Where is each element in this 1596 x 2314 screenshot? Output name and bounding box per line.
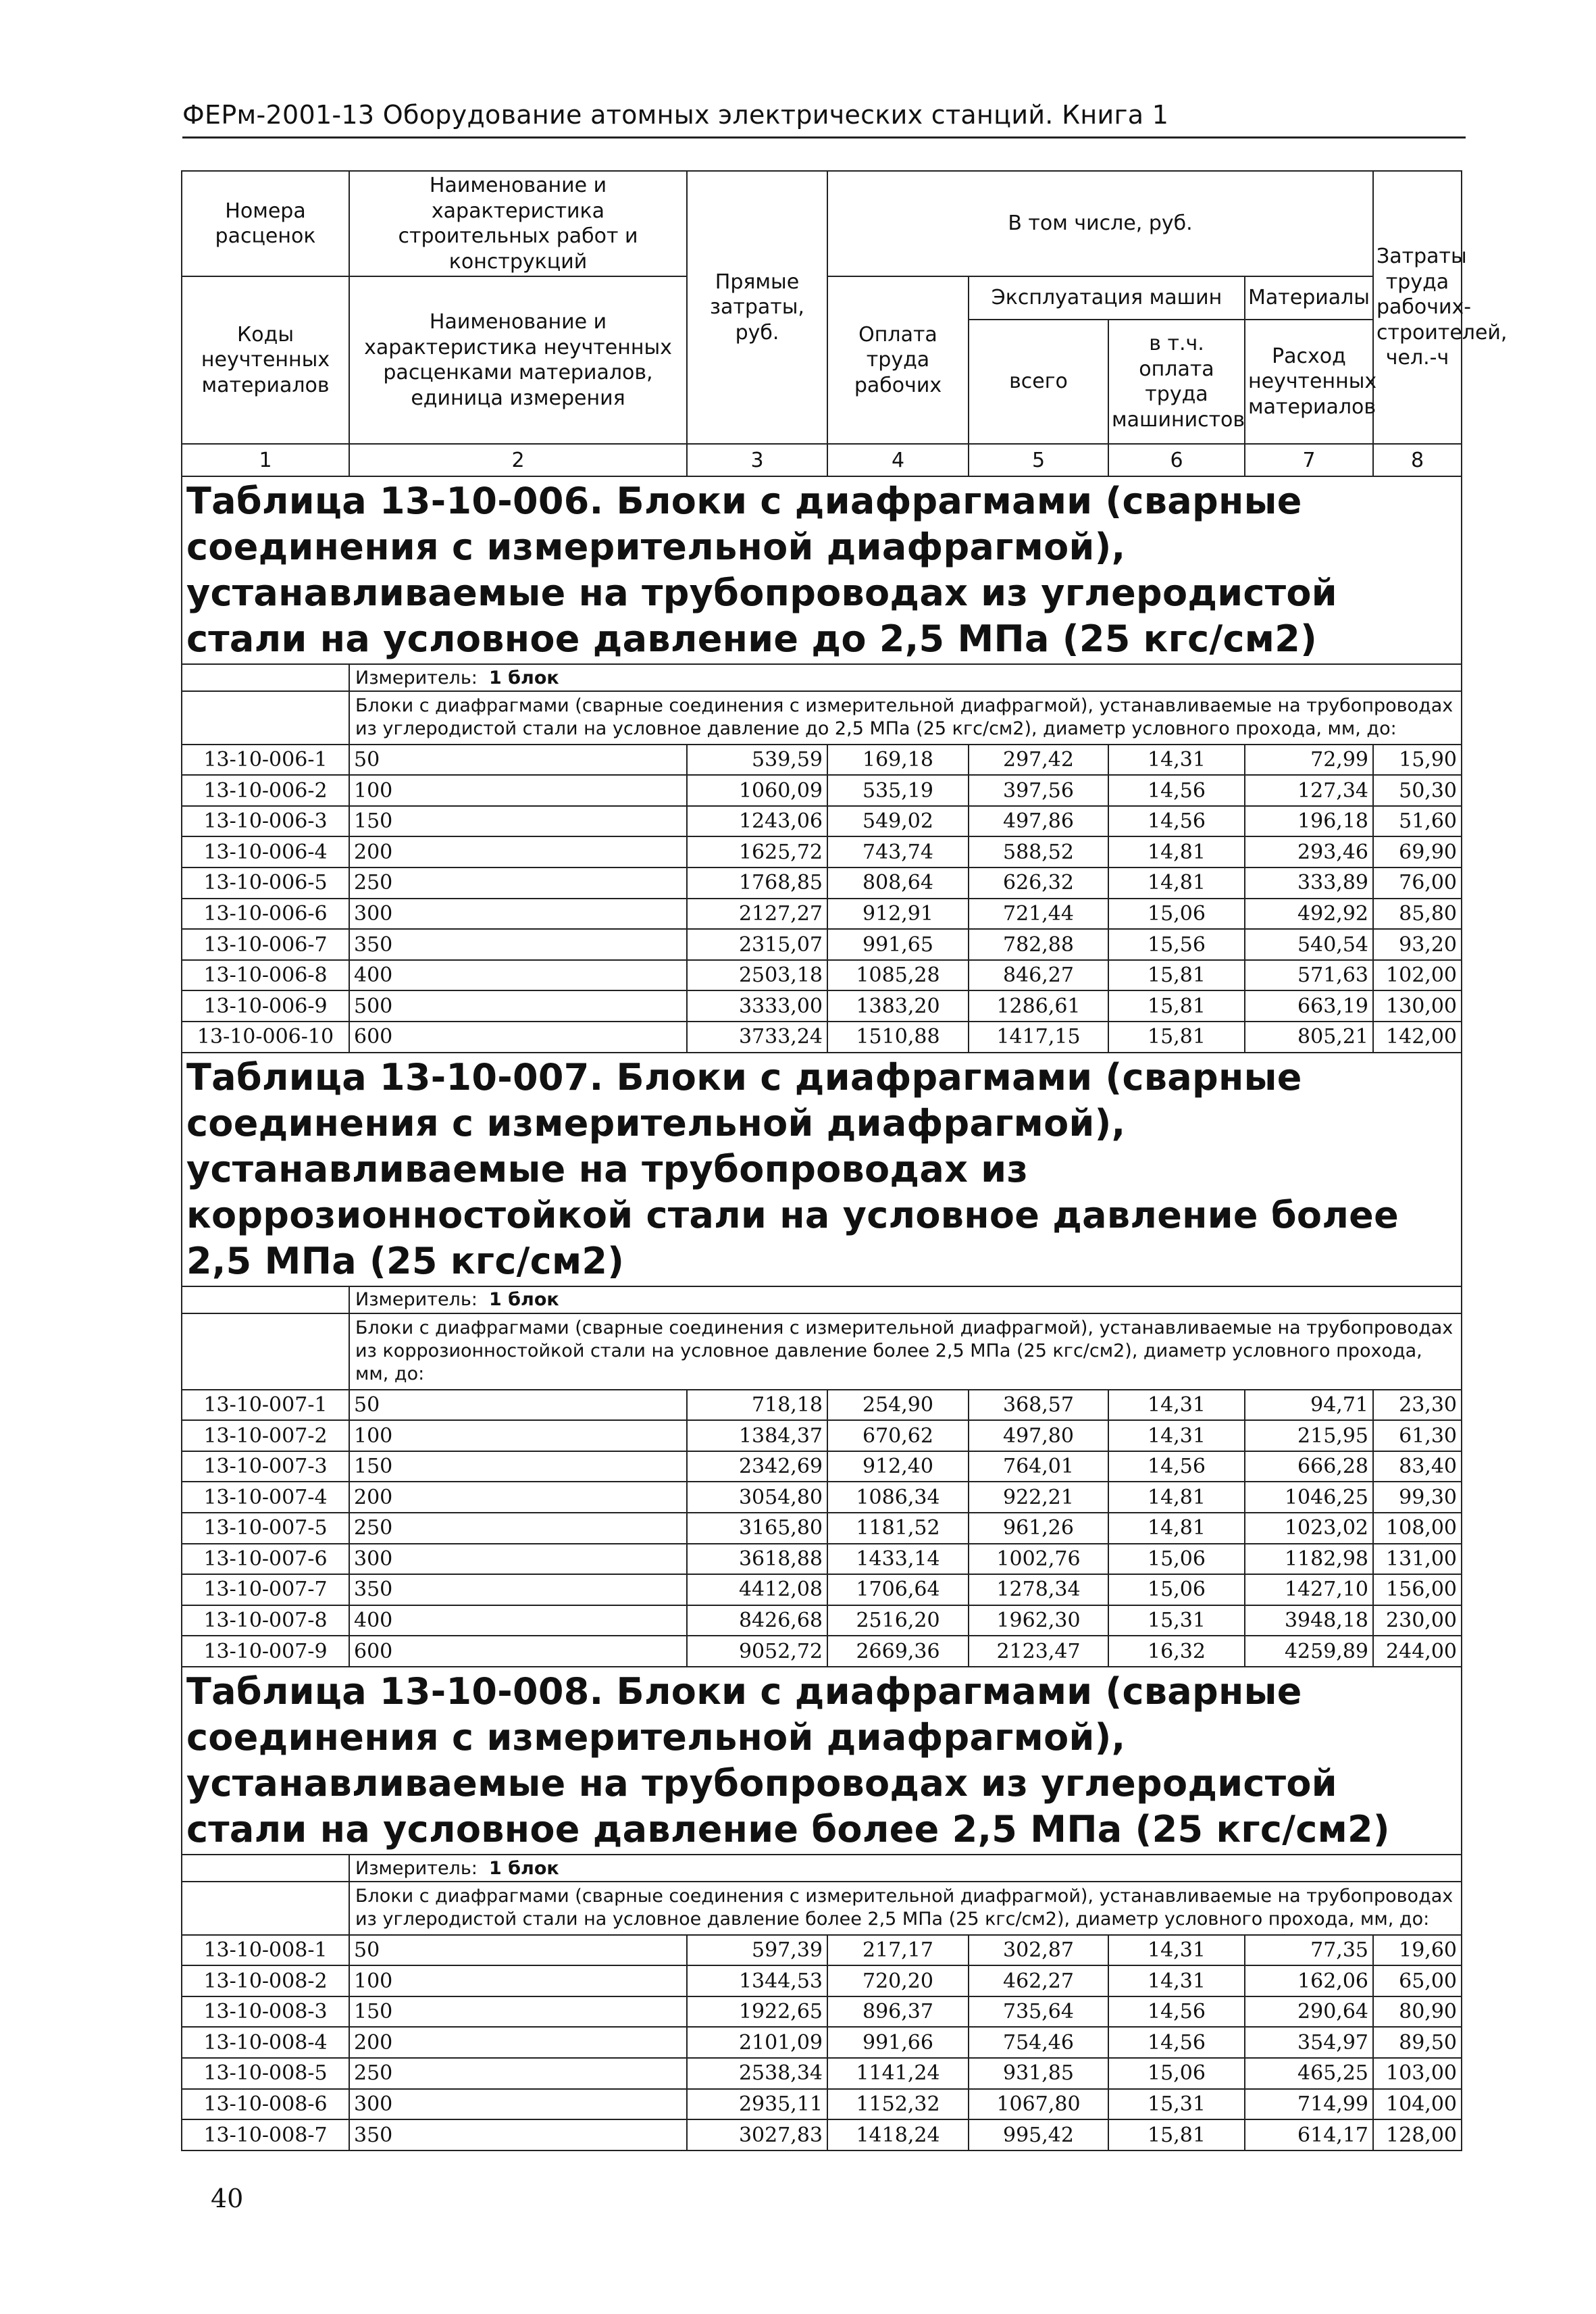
machine-costs: 995,42 (969, 2119, 1108, 2150)
table-title-row (182, 476, 1462, 664)
table-title-row (182, 1667, 1462, 1855)
materials-cost: 293,46 (1245, 836, 1373, 867)
materials-cost: 290,64 (1245, 1996, 1373, 2028)
labor-hours: 50,30 (1373, 775, 1462, 806)
column-number: 2 (349, 444, 687, 476)
direct-costs: 2127,27 (687, 899, 827, 930)
labor-pay: 720,20 (827, 1965, 969, 1996)
labor-hours: 61,30 (1373, 1420, 1462, 1451)
labor-pay: 1383,20 (827, 990, 969, 1022)
operator-pay: 14,31 (1108, 1935, 1245, 1966)
nominal-diameter: 600 (349, 1636, 687, 1667)
materials-cost: 805,21 (1245, 1022, 1373, 1053)
direct-costs: 1625,72 (687, 836, 827, 867)
table-row (182, 990, 1462, 1022)
direct-costs: 3333,00 (687, 990, 827, 1022)
labor-pay: 991,66 (827, 2027, 969, 2058)
labor-pay: 535,19 (827, 775, 969, 806)
direct-costs: 1922,65 (687, 1996, 827, 2028)
labor-hours: 65,00 (1373, 1965, 1462, 1996)
machine-costs: 2123,47 (969, 1636, 1108, 1667)
operator-pay: 15,81 (1108, 2119, 1245, 2150)
labor-hours: 130,00 (1373, 990, 1462, 1022)
machine-costs: 302,87 (969, 1935, 1108, 1966)
rate-code: 13-10-007-3 (182, 1451, 349, 1482)
operator-pay: 14,81 (1108, 836, 1245, 867)
rate-code: 13-10-006-5 (182, 867, 349, 899)
table-row (182, 899, 1462, 930)
header-machines-labor: в т.ч. оплата труда машинистов (1108, 320, 1245, 444)
nominal-diameter: 150 (349, 1451, 687, 1482)
machine-costs: 782,88 (969, 929, 1108, 960)
operator-pay: 14,56 (1108, 1996, 1245, 2028)
materials-cost: 1046,25 (1245, 1482, 1373, 1513)
direct-costs: 2342,69 (687, 1451, 827, 1482)
labor-hours: 19,60 (1373, 1935, 1462, 1966)
meter-value: 1 блок (489, 667, 559, 688)
page-number: 40 (211, 2184, 244, 2213)
header-machines-total: всего (969, 320, 1108, 444)
direct-costs: 2315,07 (687, 929, 827, 960)
labor-hours: 85,80 (1373, 899, 1462, 930)
header-labor-cost: Затраты труда рабочих-строителей, чел.-ч (1373, 171, 1462, 444)
nominal-diameter: 350 (349, 2119, 687, 2150)
norms-table (181, 170, 1508, 2151)
meter-spacer (182, 1855, 349, 1882)
machine-costs: 297,42 (969, 745, 1108, 776)
materials-cost: 663,19 (1245, 990, 1373, 1022)
labor-pay: 670,62 (827, 1420, 969, 1451)
operator-pay: 15,06 (1108, 1544, 1245, 1575)
labor-hours: 108,00 (1373, 1513, 1462, 1544)
materials-cost: 3948,18 (1245, 1605, 1373, 1636)
materials-cost: 614,17 (1245, 2119, 1373, 2150)
direct-costs: 1243,06 (687, 806, 827, 837)
operator-pay: 15,06 (1108, 899, 1245, 930)
column-number: 1 (182, 444, 349, 476)
operator-pay: 15,31 (1108, 2089, 1245, 2120)
materials-cost: 492,92 (1245, 899, 1373, 930)
operator-pay: 14,56 (1108, 1451, 1245, 1482)
table-row (182, 1574, 1462, 1605)
operator-pay: 15,81 (1108, 1022, 1245, 1053)
materials-cost: 540,54 (1245, 929, 1373, 960)
direct-costs: 4412,08 (687, 1574, 827, 1605)
rate-code: 13-10-007-7 (182, 1574, 349, 1605)
operator-pay: 16,32 (1108, 1636, 1245, 1667)
operator-pay: 15,06 (1108, 2058, 1245, 2089)
description-spacer (182, 691, 349, 745)
table-description: Блоки с диафрагмами (сварные соединения с измерительной диафрагмой), устанавливаемые на трубопроводах из углеродистой стали на условное давление до 2,5 МПа (25 кгс/см2), диаметр условного прохода, мм, до: (349, 691, 1462, 745)
nominal-diameter: 200 (349, 836, 687, 867)
operator-pay: 14,81 (1108, 1482, 1245, 1513)
nominal-diameter: 100 (349, 775, 687, 806)
description-row (182, 1882, 1462, 1935)
nominal-diameter: 400 (349, 1605, 687, 1636)
meter-spacer (182, 1286, 349, 1313)
machine-costs: 497,86 (969, 806, 1108, 837)
machine-costs: 961,26 (969, 1513, 1108, 1544)
rate-code: 13-10-008-7 (182, 2119, 349, 2150)
machine-costs: 588,52 (969, 836, 1108, 867)
column-number: 5 (969, 444, 1108, 476)
direct-costs: 539,59 (687, 745, 827, 776)
meter-spacer (182, 664, 349, 691)
meter-label: Измеритель: (355, 1857, 478, 1879)
materials-cost: 215,95 (1245, 1420, 1373, 1451)
operator-pay: 15,31 (1108, 1605, 1245, 1636)
table-row (182, 929, 1462, 960)
nominal-diameter: 600 (349, 1022, 687, 1053)
direct-costs: 597,39 (687, 1935, 827, 1966)
labor-hours: 131,00 (1373, 1544, 1462, 1575)
materials-cost: 1427,10 (1245, 1574, 1373, 1605)
nominal-diameter: 50 (349, 1935, 687, 1966)
materials-cost: 162,06 (1245, 1965, 1373, 1996)
labor-hours: 142,00 (1373, 1022, 1462, 1053)
materials-cost: 666,28 (1245, 1451, 1373, 1482)
header-direct-costs: Прямые затраты, руб. (687, 171, 827, 444)
table-row (182, 960, 1462, 991)
table-title-row (182, 1053, 1462, 1286)
table-description: Блоки с диафрагмами (сварные соединения с измерительной диафрагмой), устанавливаемые на трубопроводах из углеродистой стали на условное давление более 2,5 МПа (25 кгс/см2), диаметр условного прохода, мм, до: (349, 1882, 1462, 1935)
direct-costs: 1768,85 (687, 867, 827, 899)
labor-hours: 89,50 (1373, 2027, 1462, 2058)
nominal-diameter: 200 (349, 2027, 687, 2058)
machine-costs: 1962,30 (969, 1605, 1108, 1636)
labor-pay: 912,91 (827, 899, 969, 930)
labor-hours: 51,60 (1373, 806, 1462, 837)
meter-label: Измеритель: (355, 1289, 478, 1311)
labor-pay: 1152,32 (827, 2089, 969, 2120)
table-row (182, 1420, 1462, 1451)
direct-costs: 3733,24 (687, 1022, 827, 1053)
meter-row (182, 1855, 1462, 1882)
machine-costs: 397,56 (969, 775, 1108, 806)
operator-pay: 14,81 (1108, 1513, 1245, 1544)
column-number: 6 (1108, 444, 1245, 476)
direct-costs: 1344,53 (687, 1965, 827, 1996)
labor-hours: 103,00 (1373, 2058, 1462, 2089)
nominal-diameter: 250 (349, 2058, 687, 2089)
direct-costs: 3027,83 (687, 2119, 827, 2150)
table-row (182, 1605, 1462, 1636)
header-labor-pay: Оплата труда рабочих (827, 276, 969, 444)
direct-costs: 2101,09 (687, 2027, 827, 2058)
labor-pay: 217,17 (827, 1935, 969, 1966)
description-spacer (182, 1882, 349, 1935)
table-row (182, 2058, 1462, 2089)
meter-row (182, 664, 1462, 691)
machine-costs: 497,80 (969, 1420, 1108, 1451)
labor-hours: 69,90 (1373, 836, 1462, 867)
description-spacer (182, 1313, 349, 1390)
labor-hours: 104,00 (1373, 2089, 1462, 2120)
operator-pay: 14,81 (1108, 867, 1245, 899)
direct-costs: 8426,68 (687, 1605, 827, 1636)
materials-cost: 196,18 (1245, 806, 1373, 837)
meter-cell (349, 1855, 1462, 1882)
materials-cost: 77,35 (1245, 1935, 1373, 1966)
labor-hours: 93,20 (1373, 929, 1462, 960)
machine-costs: 931,85 (969, 2058, 1108, 2089)
nominal-diameter: 50 (349, 745, 687, 776)
labor-hours: 83,40 (1373, 1451, 1462, 1482)
rate-code: 13-10-006-9 (182, 990, 349, 1022)
table-row (182, 1482, 1462, 1513)
labor-pay: 254,90 (827, 1390, 969, 1421)
labor-pay: 1085,28 (827, 960, 969, 991)
column-numbers-row (182, 444, 1462, 476)
rate-code: 13-10-008-6 (182, 2089, 349, 2120)
operator-pay: 14,56 (1108, 806, 1245, 837)
nominal-diameter: 300 (349, 899, 687, 930)
table-row (182, 1544, 1462, 1575)
materials-cost: 94,71 (1245, 1390, 1373, 1421)
labor-pay: 743,74 (827, 836, 969, 867)
direct-costs: 3165,80 (687, 1513, 827, 1544)
table-row (182, 1022, 1462, 1053)
labor-pay: 912,40 (827, 1451, 969, 1482)
machine-costs: 462,27 (969, 1965, 1108, 1996)
table-row (182, 1513, 1462, 1544)
table-row (182, 775, 1462, 806)
page-header: ФЕРм-2001-13 Оборудование атомных электрических станций. Книга 1 (182, 100, 1466, 139)
machine-costs: 764,01 (969, 1451, 1108, 1482)
operator-pay: 14,56 (1108, 775, 1245, 806)
labor-pay: 2516,20 (827, 1605, 969, 1636)
machine-costs: 368,57 (969, 1390, 1108, 1421)
header-machines: Эксплуатация машин (969, 276, 1245, 320)
labor-hours: 128,00 (1373, 2119, 1462, 2150)
header-codes-bottom: Коды неучтенных материалов (182, 276, 349, 444)
table-row (182, 806, 1462, 837)
direct-costs: 718,18 (687, 1390, 827, 1421)
meter-cell (349, 664, 1462, 691)
labor-hours: 230,00 (1373, 1605, 1462, 1636)
machine-costs: 1067,80 (969, 2089, 1108, 2120)
labor-pay: 1433,14 (827, 1544, 969, 1575)
rate-code: 13-10-007-5 (182, 1513, 349, 1544)
rate-code: 13-10-006-7 (182, 929, 349, 960)
nominal-diameter: 50 (349, 1390, 687, 1421)
header-including: В том числе, руб. (827, 171, 1373, 276)
direct-costs: 1384,37 (687, 1420, 827, 1451)
rate-code: 13-10-006-8 (182, 960, 349, 991)
table-row (182, 1636, 1462, 1667)
direct-costs: 2503,18 (687, 960, 827, 991)
operator-pay: 14,31 (1108, 745, 1245, 776)
table-row (182, 2089, 1462, 2120)
rate-code: 13-10-007-6 (182, 1544, 349, 1575)
machine-costs: 735,64 (969, 1996, 1108, 2028)
rate-code: 13-10-008-4 (182, 2027, 349, 2058)
table-row (182, 1451, 1462, 1482)
rate-code: 13-10-008-1 (182, 1935, 349, 1966)
labor-pay: 1181,52 (827, 1513, 969, 1544)
materials-cost: 1182,98 (1245, 1544, 1373, 1575)
header-name-top: Наименование и характеристика строительных работ и конструкций (349, 171, 687, 276)
machine-costs: 922,21 (969, 1482, 1108, 1513)
nominal-diameter: 350 (349, 929, 687, 960)
nominal-diameter: 300 (349, 2089, 687, 2120)
column-number: 4 (827, 444, 969, 476)
labor-pay: 1418,24 (827, 2119, 969, 2150)
table-row (182, 1390, 1462, 1421)
rate-code: 13-10-007-2 (182, 1420, 349, 1451)
labor-hours: 15,90 (1373, 745, 1462, 776)
labor-pay: 169,18 (827, 745, 969, 776)
table-row (182, 1935, 1462, 1966)
nominal-diameter: 100 (349, 1420, 687, 1451)
rate-code: 13-10-007-4 (182, 1482, 349, 1513)
materials-cost: 4259,89 (1245, 1636, 1373, 1667)
column-number: 7 (1245, 444, 1373, 476)
labor-hours: 244,00 (1373, 1636, 1462, 1667)
meter-label: Измеритель: (355, 667, 478, 688)
machine-costs: 846,27 (969, 960, 1108, 991)
labor-pay: 2669,36 (827, 1636, 969, 1667)
direct-costs: 3618,88 (687, 1544, 827, 1575)
rate-code: 13-10-008-2 (182, 1965, 349, 1996)
header-name-bottom: Наименование и характеристика неучтенных расценками материалов, единица измерения (349, 276, 687, 444)
operator-pay: 15,06 (1108, 1574, 1245, 1605)
direct-costs: 2538,34 (687, 2058, 827, 2089)
machine-costs: 1278,34 (969, 1574, 1108, 1605)
operator-pay: 15,81 (1108, 960, 1245, 991)
nominal-diameter: 300 (349, 1544, 687, 1575)
materials-cost: 354,97 (1245, 2027, 1373, 2058)
rate-code: 13-10-006-10 (182, 1022, 349, 1053)
direct-costs: 2935,11 (687, 2089, 827, 2120)
direct-costs: 1060,09 (687, 775, 827, 806)
description-row (182, 1313, 1462, 1390)
header-codes-top: Номера расценок (182, 171, 349, 276)
rate-code: 13-10-006-6 (182, 899, 349, 930)
meter-value: 1 блок (489, 1857, 559, 1879)
operator-pay: 14,31 (1108, 1390, 1245, 1421)
materials-cost: 127,34 (1245, 775, 1373, 806)
nominal-diameter: 200 (349, 1482, 687, 1513)
nominal-diameter: 250 (349, 1513, 687, 1544)
operator-pay: 15,81 (1108, 990, 1245, 1022)
table-title: Таблица 13-10-008. Блоки с диафрагмами (сварные соединения с измерительной диафрагмой), устанавливаемые на трубопроводах из углеродистой стали на условное давление более 2,5 МПа (25 кгс/см2) (182, 1667, 1462, 1855)
operator-pay: 14,31 (1108, 1420, 1245, 1451)
description-row (182, 691, 1462, 745)
nominal-diameter: 150 (349, 1996, 687, 2028)
materials-cost: 465,25 (1245, 2058, 1373, 2089)
materials-cost: 571,63 (1245, 960, 1373, 991)
nominal-diameter: 400 (349, 960, 687, 991)
operator-pay: 15,56 (1108, 929, 1245, 960)
rate-code: 13-10-006-1 (182, 745, 349, 776)
machine-costs: 721,44 (969, 899, 1108, 930)
direct-costs: 9052,72 (687, 1636, 827, 1667)
labor-hours: 102,00 (1373, 960, 1462, 991)
labor-pay: 896,37 (827, 1996, 969, 2028)
materials-cost: 333,89 (1245, 867, 1373, 899)
operator-pay: 14,56 (1108, 2027, 1245, 2058)
labor-hours: 23,30 (1373, 1390, 1462, 1421)
labor-hours: 80,90 (1373, 1996, 1462, 2028)
nominal-diameter: 100 (349, 1965, 687, 1996)
table-row (182, 2119, 1462, 2150)
labor-pay: 1141,24 (827, 2058, 969, 2089)
labor-pay: 1510,88 (827, 1022, 969, 1053)
labor-pay: 1706,64 (827, 1574, 969, 1605)
table-row (182, 745, 1462, 776)
direct-costs: 3054,80 (687, 1482, 827, 1513)
table-title: Таблица 13-10-007. Блоки с диафрагмами (сварные соединения с измерительной диафрагмой), устанавливаемые на трубопроводах из коррозионностойкой стали на условное давление более 2,5 МПа (25 кгс/см2) (182, 1053, 1462, 1286)
machine-costs: 626,32 (969, 867, 1108, 899)
table-description: Блоки с диафрагмами (сварные соединения с измерительной диафрагмой), устанавливаемые на трубопроводах из коррозионностойкой стали на условное давление более 2,5 МПа (25 кгс/см2), диаметр условного прохода, мм, до: (349, 1313, 1462, 1390)
nominal-diameter: 250 (349, 867, 687, 899)
table-row (182, 1965, 1462, 1996)
machine-costs: 1417,15 (969, 1022, 1108, 1053)
materials-cost: 714,99 (1245, 2089, 1373, 2120)
machine-costs: 754,46 (969, 2027, 1108, 2058)
machine-costs: 1286,61 (969, 990, 1108, 1022)
table-row (182, 836, 1462, 867)
machine-costs: 1002,76 (969, 1544, 1108, 1575)
rate-code: 13-10-006-3 (182, 806, 349, 837)
materials-cost: 72,99 (1245, 745, 1373, 776)
labor-hours: 99,30 (1373, 1482, 1462, 1513)
header-materials-unaccounted: Расход неучтенных материалов (1245, 320, 1373, 444)
rate-code: 13-10-006-4 (182, 836, 349, 867)
nominal-diameter: 350 (349, 1574, 687, 1605)
rate-code: 13-10-007-8 (182, 1605, 349, 1636)
labor-pay: 1086,34 (827, 1482, 969, 1513)
rate-code: 13-10-008-5 (182, 2058, 349, 2089)
column-number: 8 (1373, 444, 1462, 476)
nominal-diameter: 150 (349, 806, 687, 837)
header-materials: Материалы (1245, 276, 1373, 320)
rate-code: 13-10-007-1 (182, 1390, 349, 1421)
meter-cell (349, 1286, 1462, 1313)
rate-code: 13-10-008-3 (182, 1996, 349, 2028)
labor-hours: 76,00 (1373, 867, 1462, 899)
labor-pay: 991,65 (827, 929, 969, 960)
rate-code: 13-10-006-2 (182, 775, 349, 806)
table-row (182, 867, 1462, 899)
nominal-diameter: 500 (349, 990, 687, 1022)
materials-cost: 1023,02 (1245, 1513, 1373, 1544)
labor-pay: 549,02 (827, 806, 969, 837)
column-number: 3 (687, 444, 827, 476)
meter-row (182, 1286, 1462, 1313)
labor-hours: 156,00 (1373, 1574, 1462, 1605)
rate-code: 13-10-007-9 (182, 1636, 349, 1667)
table-title: Таблица 13-10-006. Блоки с диафрагмами (сварные соединения с измерительной диафрагмой), устанавливаемые на трубопроводах из углеродистой стали на условное давление до 2,5 МПа (25 кгс/см2) (182, 476, 1462, 664)
meter-value: 1 блок (489, 1289, 559, 1311)
operator-pay: 14,31 (1108, 1965, 1245, 1996)
table-row (182, 1996, 1462, 2028)
table-row (182, 2027, 1462, 2058)
labor-pay: 808,64 (827, 867, 969, 899)
